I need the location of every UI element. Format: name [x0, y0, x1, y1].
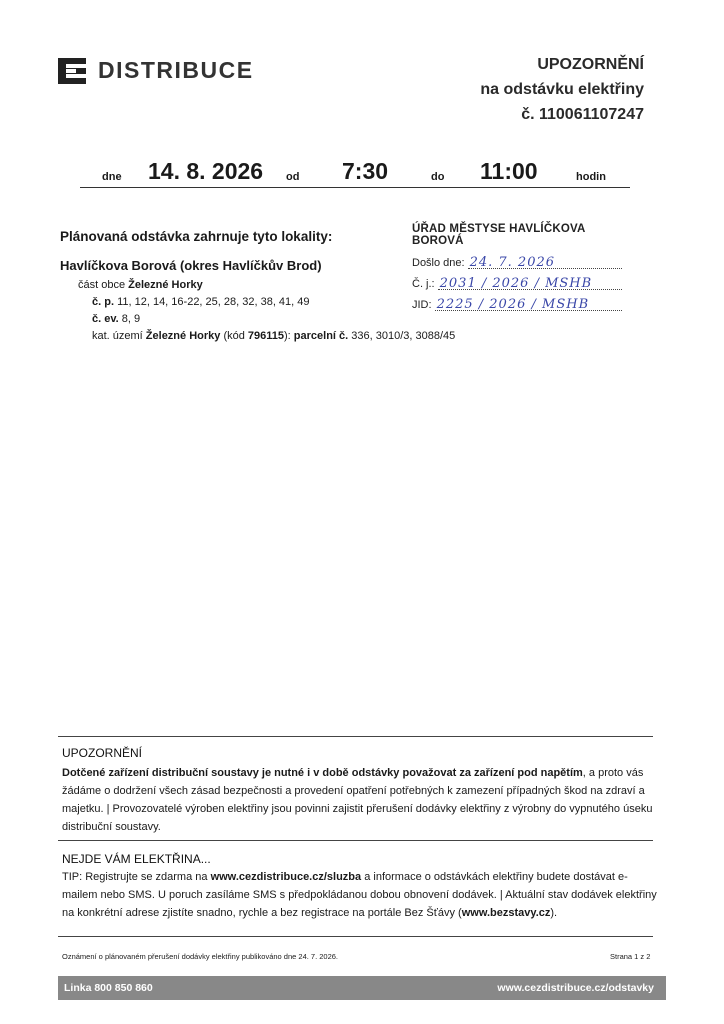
- handwritten-jid: 2225 / 2026 / MSHB: [436, 297, 590, 312]
- tip-text: TIP: Registrujte se zdarma na www.cezdistribuce.cz/sluzba a informace o odstávkách elektřiny budete dostávat e-mailem nebo SMS. U poruch zasíláme SMS s předpokládanou dobou obnovení dodávek. | Aktuální stav dodávek elektřiny na konkrétní adrese zjistíte snadno, rychle a bez registrace na portále Bez Šťávy (www.bezstavy.cz).: [62, 871, 657, 919]
- localities-heading: Plánovaná odstávka zahrnuje tyto lokality:: [60, 229, 333, 244]
- stamp-reference: Č. j.: 2031 / 2026 / MSHB: [412, 277, 622, 290]
- bezstavy-link[interactable]: www.bezstavy.cz: [461, 907, 551, 919]
- title-line-2: na odstávku elektřiny: [480, 81, 644, 98]
- handwritten-date: 24. 7. 2026: [469, 255, 556, 270]
- stamp-title: ÚŘAD MĚSTYSE HAVLÍČKOVA BOROVÁ: [412, 223, 586, 247]
- footer-bar: [58, 976, 666, 1000]
- notice-title: [480, 52, 644, 127]
- hodin-label: hodin: [576, 171, 606, 183]
- warning-text: Dotčené zařízení distribuční soustavy je nutné i v době odstávky považovat za zařízení pod napětím, a proto vás žádáme o dodržení všech zásad bezpečnosti a provedení opatření potřebných k zamezení případných škod na zdraví a majetku. | Provozovatelé výroben elektřiny jsou povinni zajistit přerušení dodávky elektřiny z výrobny do vypnutého úseku distribuční soustavy.: [62, 767, 653, 833]
- no-power-heading: NEJDE VÁM ELEKTŘINA...: [62, 852, 211, 866]
- stamp-received-date: Došlo dne: 24. 7. 2026: [412, 256, 622, 269]
- time-from: 7:30: [342, 158, 389, 184]
- notice-number: č. 110061107247: [521, 106, 644, 123]
- municipality: Havlíčkova Borová (okres Havlíčkův Brod): [60, 258, 322, 273]
- logo-text: DISTRIBUCE: [98, 57, 254, 83]
- received-stamp: [412, 223, 622, 311]
- time-to: 11:00: [480, 158, 538, 184]
- footer-website-link[interactable]: www.cezdistribuce.cz/odstavky: [497, 982, 654, 994]
- do-label: do: [431, 171, 445, 183]
- publication-note: Oznámení o plánovaném přerušení dodávky elektřiny publikováno dne 24. 7. 2026.: [62, 952, 339, 961]
- house-numbers: č. p. 11, 12, 14, 16-22, 25, 28, 32, 38, 41, 49: [92, 296, 310, 308]
- dne-label: dne: [102, 171, 122, 183]
- registration-link[interactable]: www.cezdistribuce.cz/sluzba: [210, 871, 362, 883]
- divider: [58, 840, 653, 841]
- divider: [58, 936, 653, 937]
- divider: [58, 736, 653, 737]
- page-number: Strana 1 z 2: [610, 952, 651, 961]
- stamp-jid: JID: 2225 / 2026 / MSHB: [412, 298, 622, 311]
- company-logo: [58, 57, 254, 84]
- title-line-1: UPOZORNĚNÍ: [537, 56, 644, 73]
- outage-date: 14. 8. 2026: [148, 158, 264, 184]
- municipality-part: část obce Železné Horky: [78, 279, 203, 291]
- evidence-numbers: č. ev. 8, 9: [92, 313, 141, 325]
- od-label: od: [286, 171, 300, 183]
- warning-heading: UPOZORNĚNÍ: [62, 746, 143, 760]
- hotline: Linka 800 850 860: [64, 982, 153, 994]
- cadastral-line: kat. území Železné Horky (kód 796115): parcelní č. 336, 3010/3, 3088/45: [92, 330, 456, 342]
- cez-logo-icon: [58, 58, 86, 84]
- date-row: [80, 157, 630, 188]
- handwritten-reference: 2031 / 2026 / MSHB: [439, 276, 593, 291]
